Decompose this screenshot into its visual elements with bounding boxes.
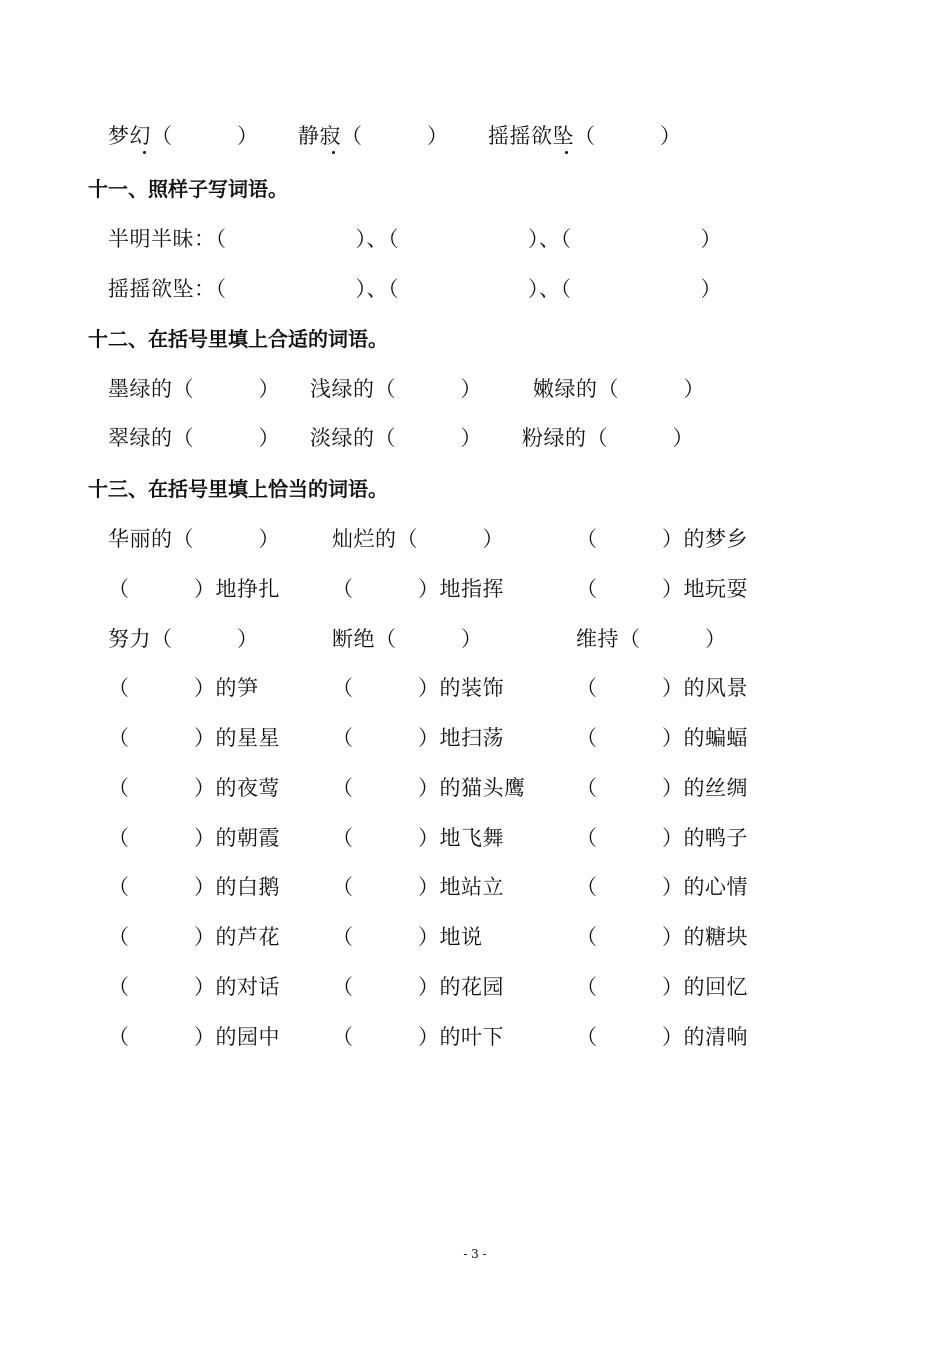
word-item: （ ）的星星 [108,726,280,750]
word-item: （ ）的猫头鹰 [332,776,526,800]
word-item: （ ）地扫荡 [332,726,504,750]
word-item: （ ）的风景 [576,676,748,700]
word-item: 嫩绿的（ ） [533,377,705,401]
word-item: 粉绿的（ ） [522,426,694,450]
word-item: （ ）地飞舞 [332,826,504,850]
word-item: （ ）地站立 [332,875,504,899]
word-item: （ ）地挣扎 [108,577,280,601]
word-item: （ ）的园中 [108,1025,280,1049]
word-item: 浅绿的（ ） [310,377,482,401]
word-item: （ ）的笋 [108,676,259,700]
word-item: 灿烂的（ ） [332,527,504,551]
word-item: （ ）地指挥 [332,577,504,601]
word-item: （ ）的装饰 [332,676,504,700]
word-item: 梦幻（ ） [108,124,259,148]
section-heading: 十三、在括号里填上恰当的词语。 [88,477,388,501]
emphasis-dot [143,151,146,154]
word-item: 维持（ ） [576,627,727,651]
word-item: （ ）的叶下 [332,1025,504,1049]
word-item: （ ）的丝绸 [576,776,748,800]
word-item: （ ）的芦花 [108,925,280,949]
word-item: （ ）的对话 [108,975,280,999]
word-item: （ ）的鸭子 [576,826,748,850]
word-item: （ ）地玩耍 [576,577,748,601]
word-item: （ ）地说 [332,925,483,949]
section-heading: 十二、在括号里填上合适的词语。 [88,327,388,351]
section-heading: 十一、照样子写词语。 [88,177,288,201]
emphasis-dot [332,151,335,154]
word-item: 淡绿的（ ） [310,426,482,450]
exercise-row: 半明半昧：（ ）、（ ）、（ ） [108,227,722,251]
word-item: （ ）的朝霞 [108,826,280,850]
word-item: 摇摇欲坠（ ） [488,124,682,148]
word-item: （ ）的白鹅 [108,875,280,899]
word-item: （ ）的清响 [576,1025,748,1049]
word-item: 翠绿的（ ） [108,426,280,450]
word-item: 断绝（ ） [332,627,483,651]
word-item: （ ）的糖块 [576,925,748,949]
emphasis-dot [565,151,568,154]
word-item: （ ）的花园 [332,975,504,999]
word-item: 努力（ ） [108,627,259,651]
word-item: （ ）的夜莺 [108,776,280,800]
word-item: （ ）的梦乡 [576,527,748,551]
word-item: （ ）的心情 [576,875,748,899]
word-item: （ ）的回忆 [576,975,748,999]
word-item: （ ）的蝙蝠 [576,726,748,750]
word-item: 静寂（ ） [298,124,449,148]
word-item: 墨绿的（ ） [108,377,280,401]
exercise-row: 摇摇欲坠：（ ）、（ ）、（ ） [108,277,722,301]
page-number: - 3 - [463,1247,487,1261]
word-item: 华丽的（ ） [108,527,280,551]
